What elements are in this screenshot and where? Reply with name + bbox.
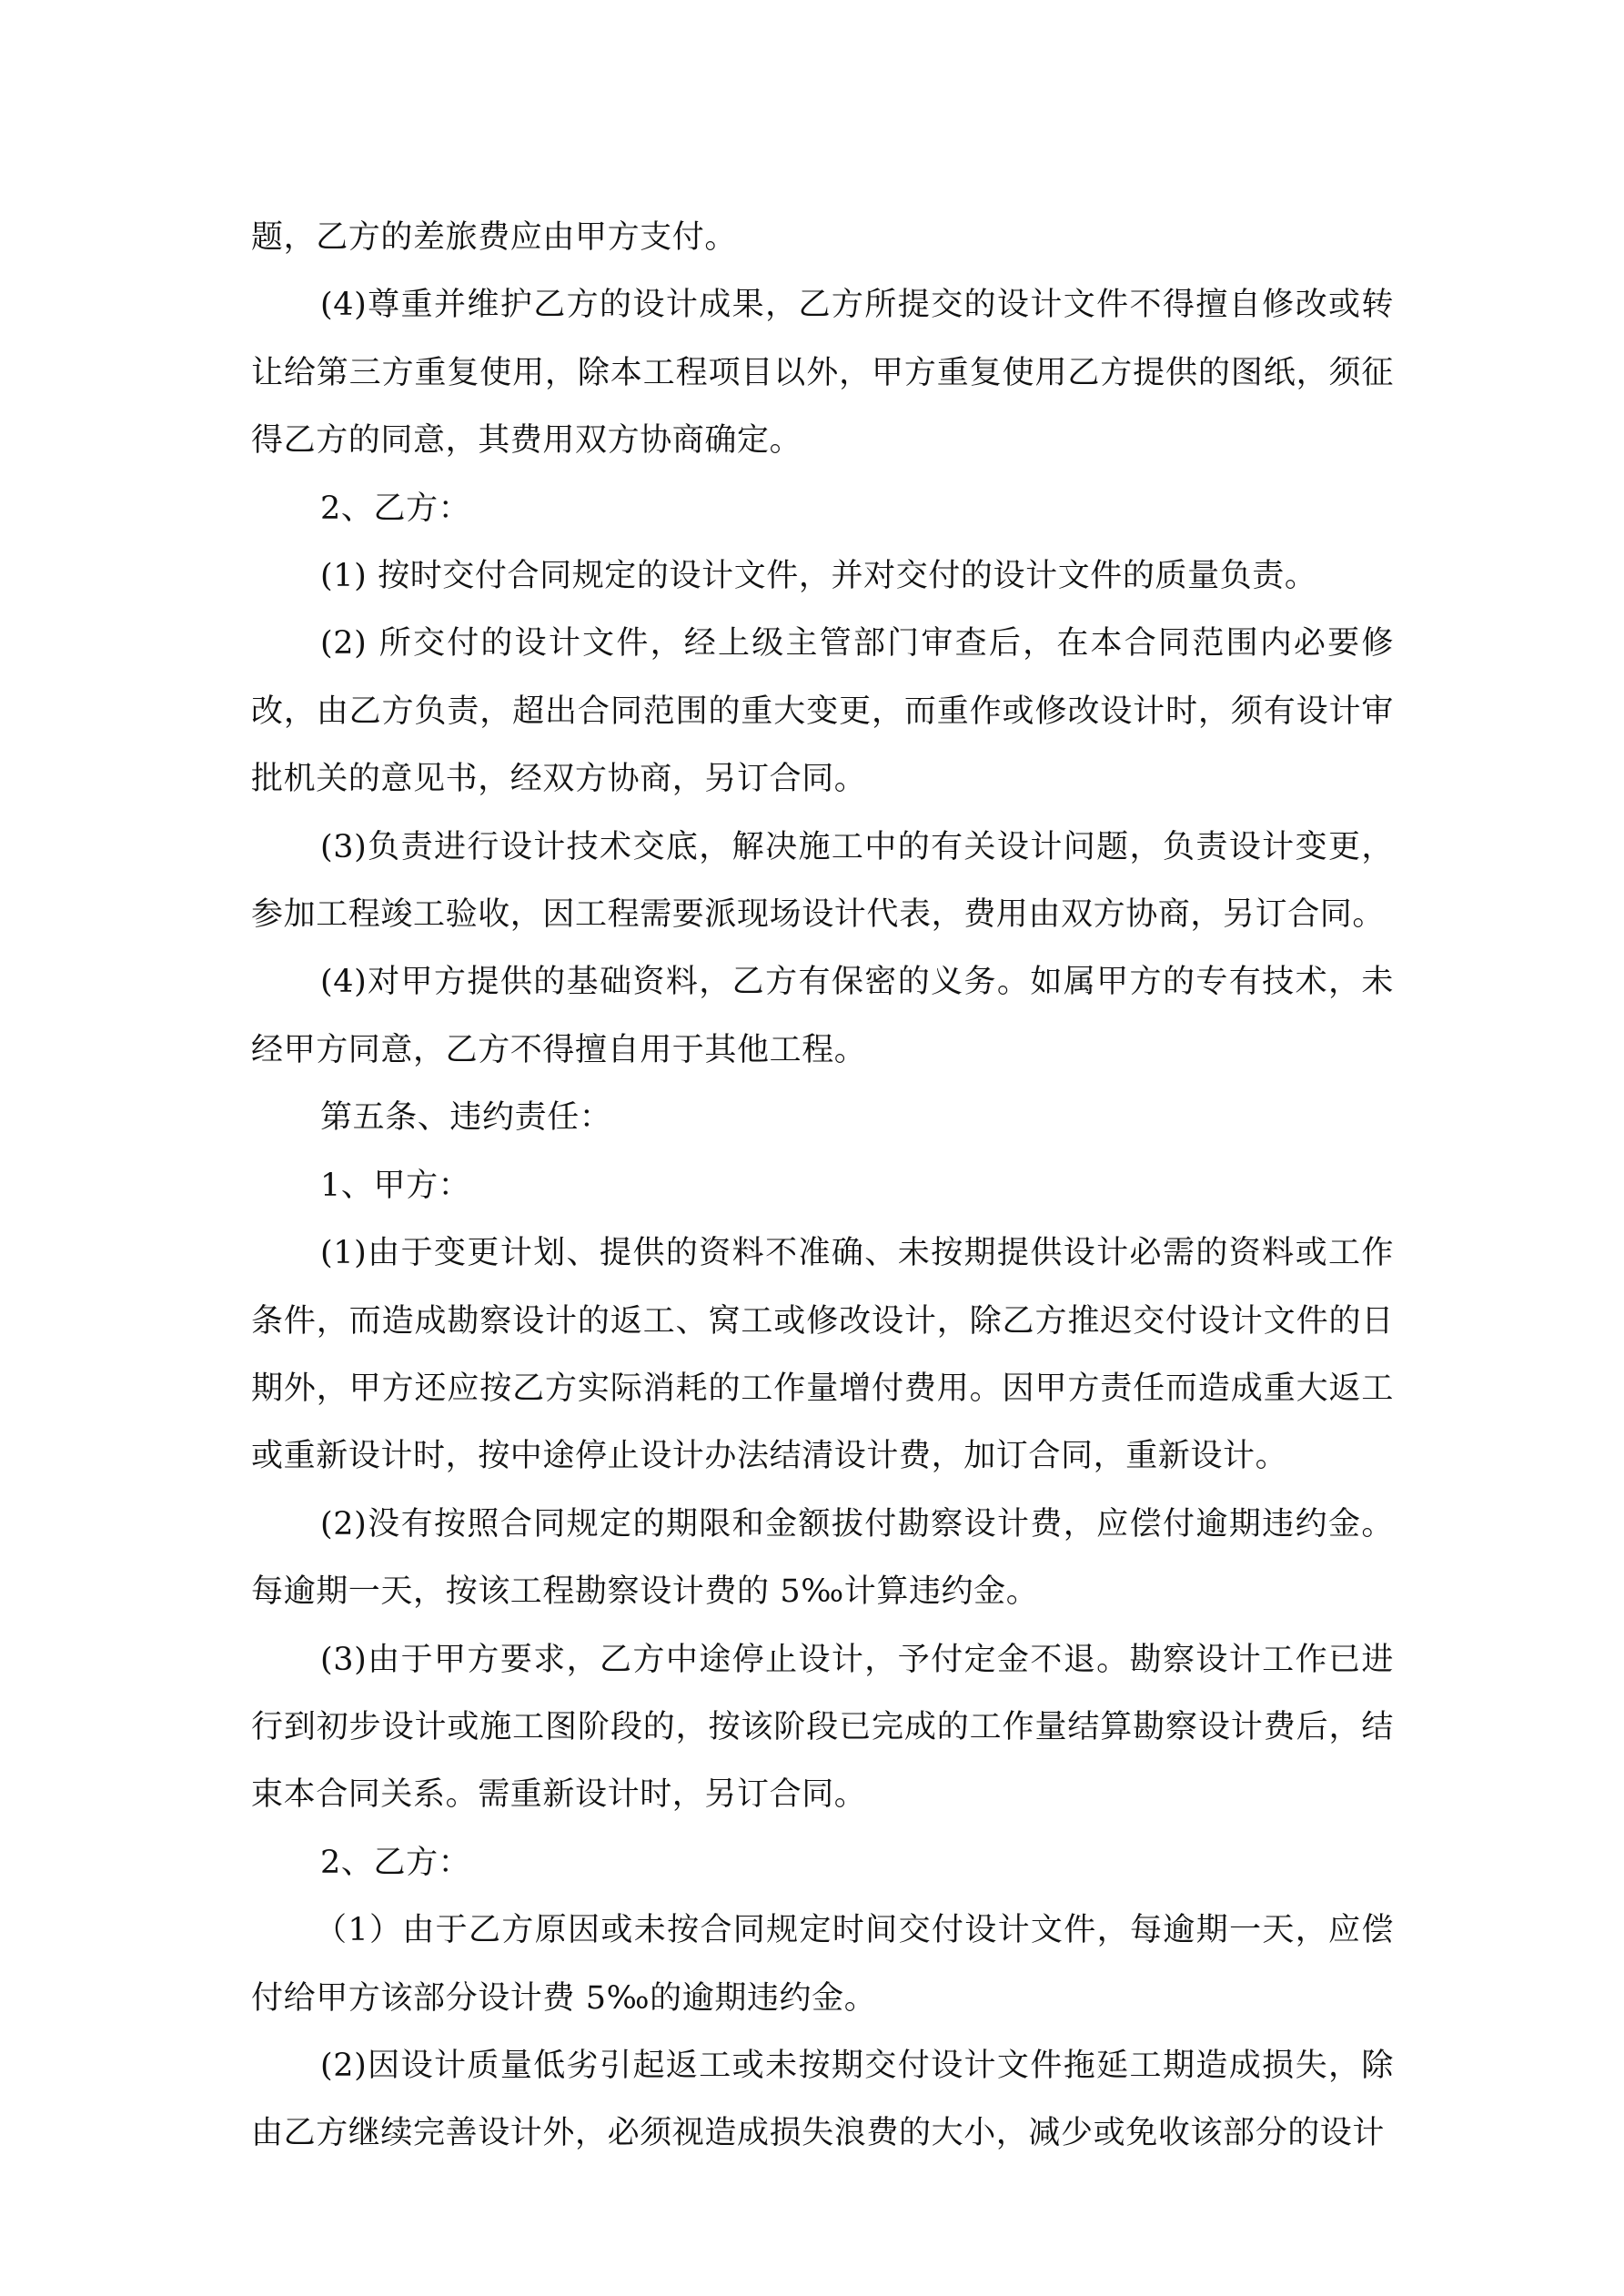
paragraph-yi-liability-1: （1）由于乙方原因或未按合同规定时间交付设计文件，每逾期一天，应偿付给甲方该部分设计费 5‰的逾期违约金。 [251,1912,1394,2017]
document-body [251,204,1394,2168]
paragraph-continuation: 题，乙方的差旅费应由甲方支付。 [251,219,738,256]
paragraph-yi-item-1: (1) 按时交付合同规定的设计文件，并对交付的设计文件的质量负责。 [320,558,1317,595]
paragraph-jia-liability-2: (2)没有按照合同规定的期限和金额拔付勘察设计费，应偿付逾期违约金。每逾期一天，按该工程勘察设计费的 5‰计算违约金。 [251,1505,1394,1611]
paragraph-yi-item-4: (4)对甲方提供的基础资料，乙方有保密的义务。如属甲方的专有技术，未经甲方同意，乙方不得擅自用于其他工程。 [251,964,1394,1068]
paragraph-jia-liability-3: (3)由于甲方要求，乙方中途停止设计，予付定金不退。勘察设计工作已进行到初步设计或施工图阶段的，按该阶段已完成的工作量结算勘察设计费后，结束本合同关系。需重新设计时，另订合同。 [251,1641,1394,1814]
paragraph-jia-liability-1: (1)由于变更计划、提供的资料不准确、未按期提供设计必需的资料或工作条件，而造成勘察设计的返工、窝工或修改设计，除乙方推迟交付设计文件的日期外，甲方还应按乙方实际消耗的工作量增付费用。因甲方责任而造成重大返工或重新设计时，按中途停止设计办法结清设计费，加订合同，重新设计。 [251,1235,1394,1475]
paragraph-yi-liability-2: (2)因设计质量低劣引起返工或未按期交付设计文件拖延工期造成损失，除由乙方继续完善设计外，必须视造成损失浪费的大小，减少或免收该部分的设计 [251,2047,1394,2152]
paragraph-yi-item-2: (2) 所交付的设计文件，经上级主管部门审查后，在本合同范围内必要修改，由乙方负责，超出合同范围的重大变更，而重作或修改设计时，须有设计审批机关的意见书，经双方协商，另订合同。 [251,625,1394,798]
heading-article-5: 第五条、违约责任： [320,1099,612,1137]
heading-jia-fang-liability: 1、甲方： [320,1167,471,1204]
heading-yi-fang-obligations: 2、乙方： [320,490,471,527]
heading-yi-fang-liability: 2、乙方： [320,1844,471,1881]
paragraph-yi-item-3: (3)负责进行设计技术交底，解决施工中的有关设计问题，负责设计变更，参加工程竣工验收，因工程需要派现场设计代表，费用由双方协商，另订合同。 [251,828,1394,934]
paragraph-jia-item-4: (4)尊重并维护乙方的设计成果，乙方所提交的设计文件不得擅自修改或转让给第三方重复使用，除本工程项目以外，甲方重复使用乙方提供的图纸，须征得乙方的同意，其费用双方协商确定。 [251,287,1394,460]
